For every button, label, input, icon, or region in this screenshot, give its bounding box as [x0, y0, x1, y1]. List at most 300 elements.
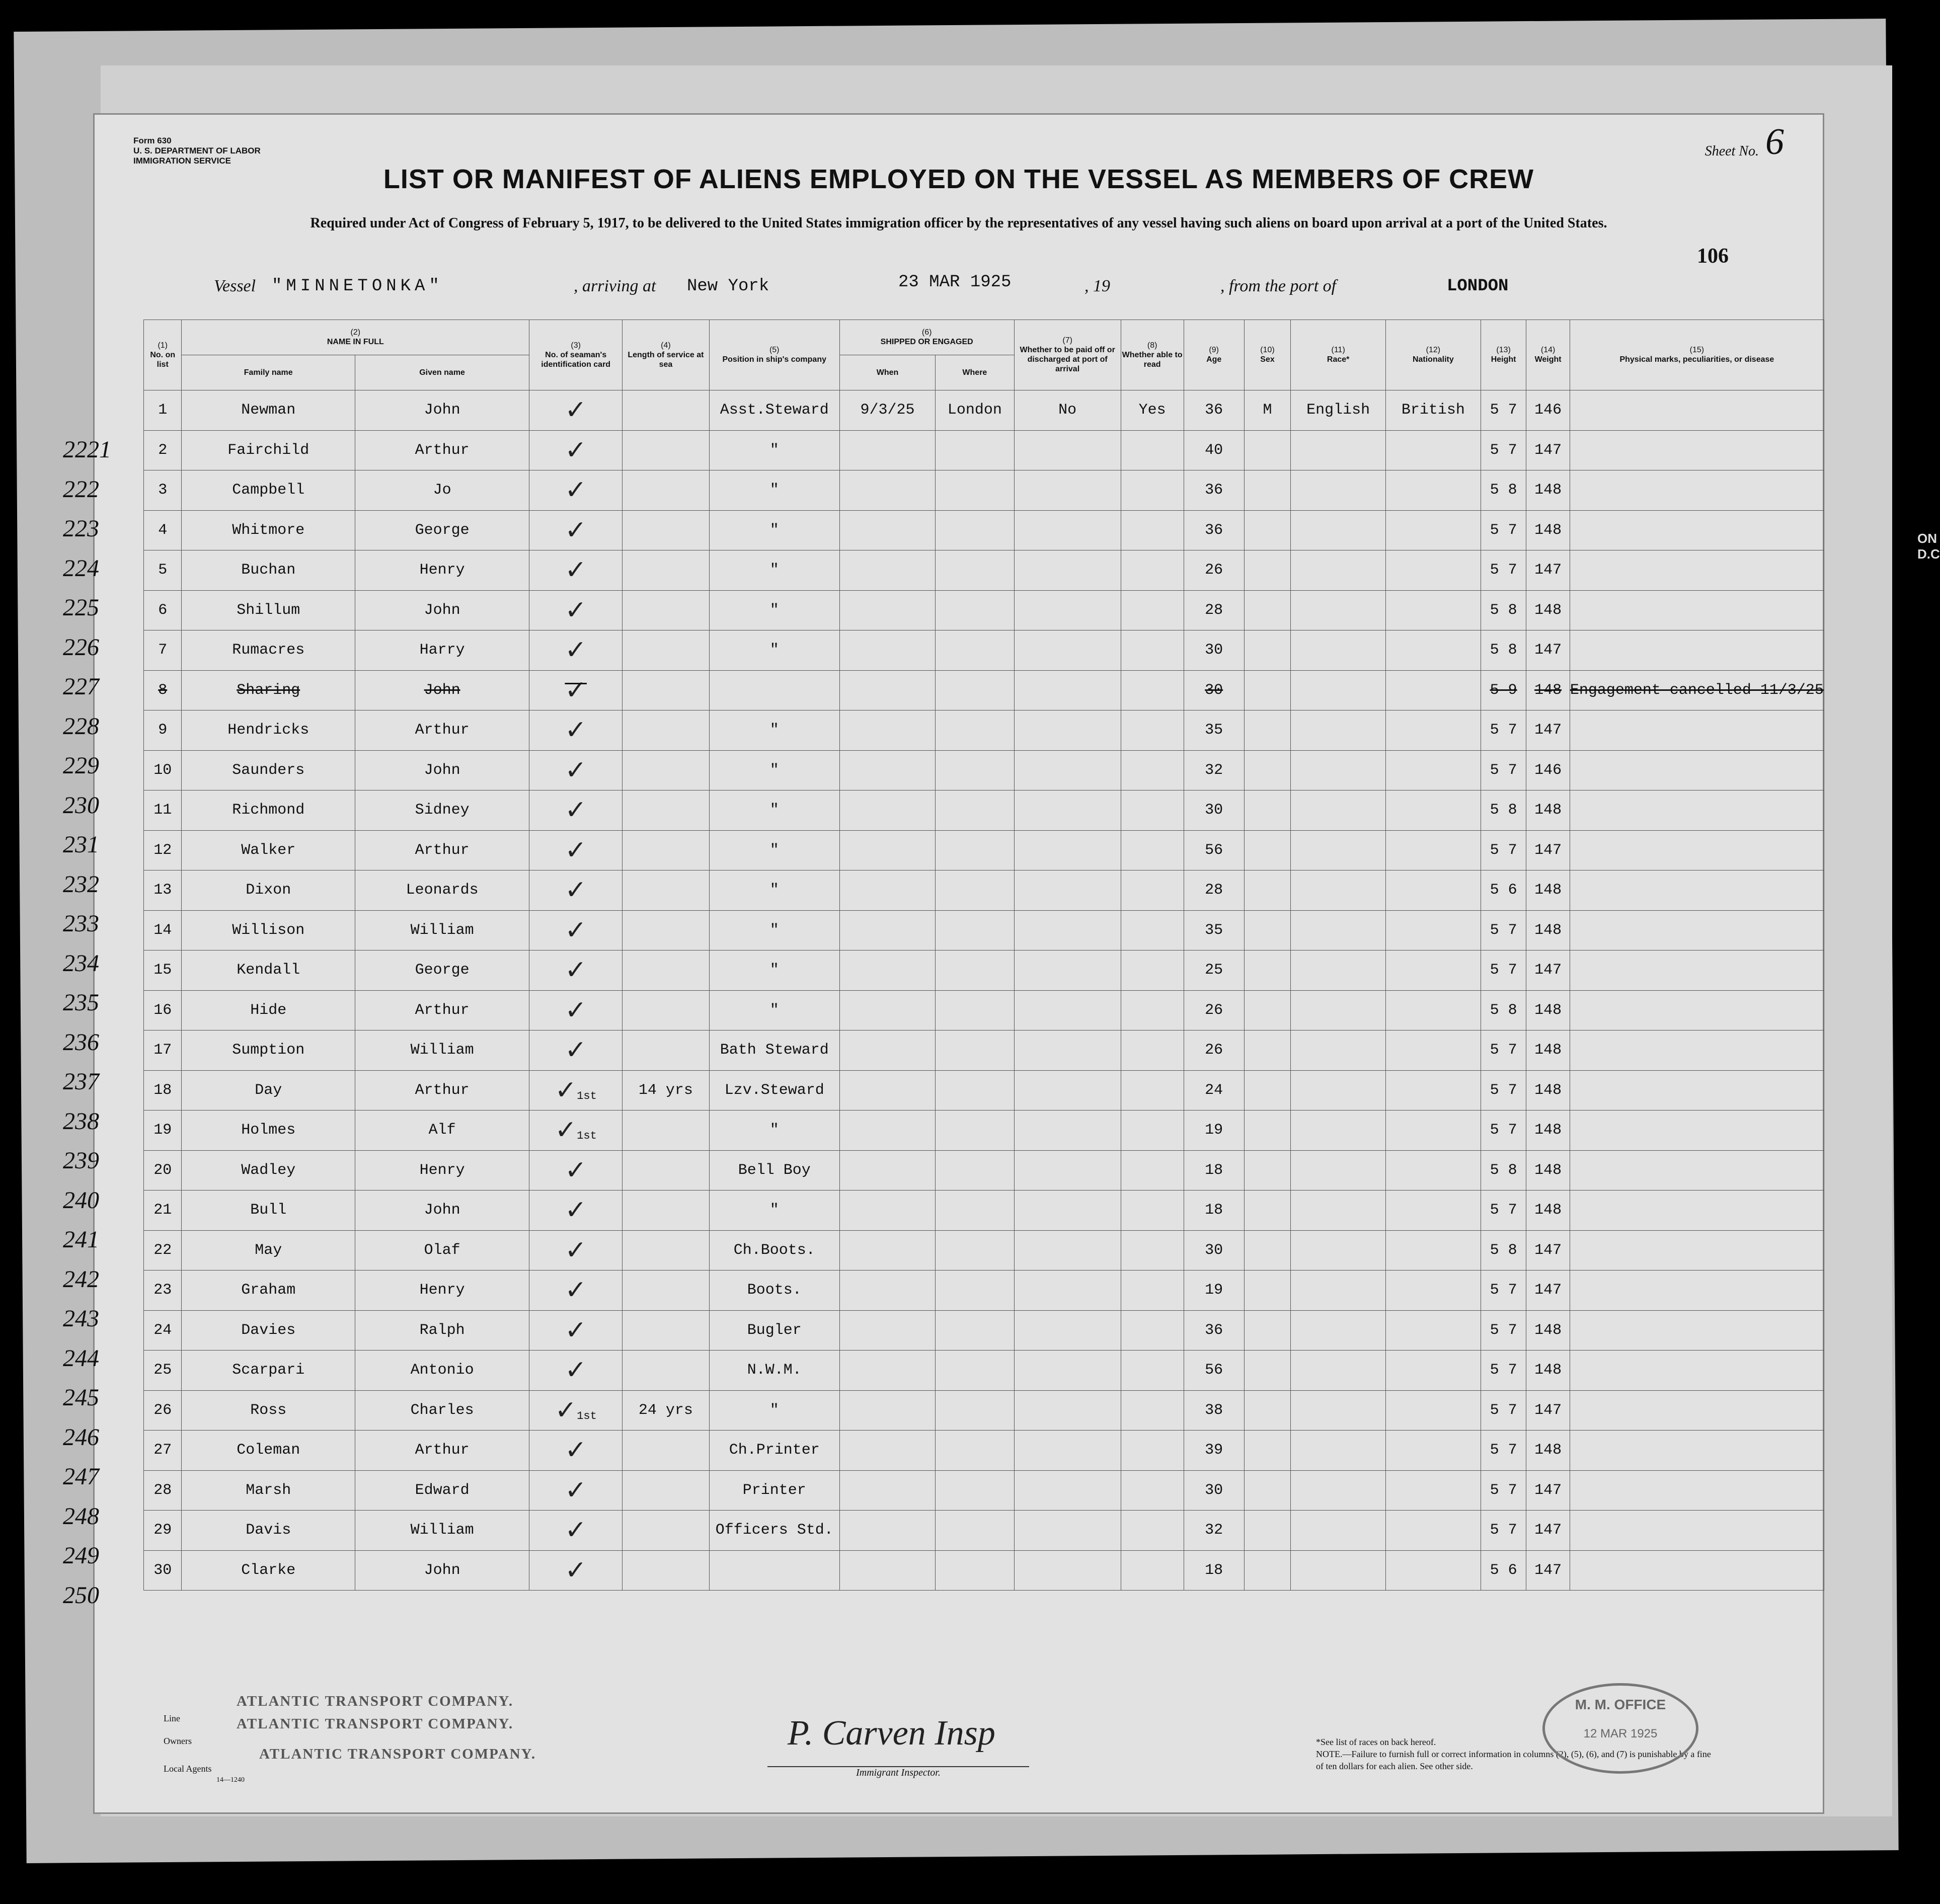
margin-number: 250: [63, 1581, 99, 1609]
row-number: 1: [144, 390, 182, 431]
check-icon: ✓: [565, 1555, 587, 1585]
service-length: [623, 1150, 709, 1191]
margin-number: 2221: [63, 436, 111, 463]
id-card: [529, 1351, 623, 1391]
height: 5 8: [1481, 470, 1526, 511]
col-no-header: (1) No. on list: [144, 320, 182, 390]
shipped-when: [839, 1351, 935, 1391]
note-penalty: NOTE.—Failure to furnish full or correct information in columns (2), (5), (6), and (7) is punishable by a fine of ten dollars for each alien. See other side.: [1316, 1749, 1711, 1771]
age: 26: [1184, 1030, 1244, 1071]
age: 56: [1184, 830, 1244, 870]
family-name: Davies: [182, 1310, 355, 1351]
shipped-when: [839, 430, 935, 470]
check-icon: ✓: [565, 1195, 587, 1226]
paid-off: [1014, 550, 1121, 591]
paid-off: [1014, 1351, 1121, 1391]
weight: 147: [1526, 950, 1570, 991]
position: ": [709, 630, 839, 671]
check-icon: ✓: [565, 1155, 587, 1185]
manifest-sheet: [93, 113, 1940, 1814]
able-to-read: [1121, 1271, 1184, 1311]
shipped-when: [839, 630, 935, 671]
id-card: [529, 710, 623, 751]
physical-marks: [1570, 1351, 1824, 1391]
position: Ch.Boots.: [709, 1230, 839, 1271]
family-name: May: [182, 1230, 355, 1271]
given-name: John: [355, 390, 529, 431]
height: 5 7: [1481, 950, 1526, 991]
family-name: Shillum: [182, 590, 355, 630]
service-length: [623, 390, 709, 431]
shipped-where: [936, 710, 1014, 751]
check-icon: ✓: [565, 475, 587, 506]
margin-number: 231: [63, 831, 99, 858]
family-name: Ross: [182, 1390, 355, 1431]
shipped-where: [936, 510, 1014, 550]
shipped-where: [936, 1310, 1014, 1351]
shipped-when: [839, 1431, 935, 1471]
family-name: Hide: [182, 990, 355, 1030]
able-to-read: [1121, 710, 1184, 751]
row-number: 3: [144, 470, 182, 511]
stamp-date: 12 MAR 1925: [1583, 1727, 1658, 1740]
paid-off: [1014, 1030, 1121, 1071]
service-length: [623, 1271, 709, 1311]
table-row: [144, 990, 1824, 1030]
physical-marks: [1570, 390, 1824, 431]
nationality: [1386, 1150, 1481, 1191]
position: ": [709, 910, 839, 950]
able-to-read: [1121, 1030, 1184, 1071]
able-to-read: [1121, 1191, 1184, 1231]
row-number: 12: [144, 830, 182, 870]
nationality: [1386, 790, 1481, 831]
shipped-when: [839, 1150, 935, 1191]
family-name: Clarke: [182, 1550, 355, 1591]
row-number: 5: [144, 550, 182, 591]
shipped-where: [936, 1030, 1014, 1071]
paid-off: [1014, 790, 1121, 831]
able-to-read: [1121, 550, 1184, 591]
page-title: LIST OR MANIFEST OF ALIENS EMPLOYED ON THE VESSEL AS MEMBERS OF CREW: [383, 164, 1534, 194]
given-name: John: [355, 670, 529, 710]
margin-number: 244: [63, 1344, 99, 1372]
given-name: Sidney: [355, 790, 529, 831]
paid-off: [1014, 1390, 1121, 1431]
race: [1291, 830, 1386, 870]
row-number: 26: [144, 1390, 182, 1431]
position: ": [709, 790, 839, 831]
col-when-header: When: [839, 355, 935, 390]
nationality: [1386, 750, 1481, 790]
sex: M: [1244, 390, 1291, 431]
margin-number: 246: [63, 1423, 99, 1451]
able-to-read: [1121, 910, 1184, 950]
col-marks-header: (15) Physical marks, peculiarities, or disease: [1570, 320, 1824, 390]
height: 5 7: [1481, 1271, 1526, 1311]
race: [1291, 910, 1386, 950]
position: Officers Std.: [709, 1511, 839, 1551]
able-to-read: [1121, 1550, 1184, 1591]
physical-marks: [1570, 1150, 1824, 1191]
service-length: [623, 710, 709, 751]
height: 5 7: [1481, 390, 1526, 431]
margin-number: 233: [63, 910, 99, 937]
margin-number: 243: [63, 1305, 99, 1332]
row-number: 21: [144, 1191, 182, 1231]
page-subtitle: Required under Act of Congress of February 5, 1917, to be delivered to the United States immigration officer by the representatives of any vessel having such aliens on board upon arrival at a port of the United States.: [310, 215, 1607, 231]
given-name: George: [355, 950, 529, 991]
check-icon: ✓: [565, 1515, 587, 1546]
shipped-when: [839, 470, 935, 511]
arriving-label: , arriving at: [574, 277, 656, 295]
race: [1291, 670, 1386, 710]
physical-marks: [1570, 1431, 1824, 1471]
position: ": [709, 470, 839, 511]
agents-label: Local Agents: [164, 1764, 212, 1774]
row-number: 9: [144, 710, 182, 751]
age: 30: [1184, 1230, 1244, 1271]
shipped-when: [839, 1070, 935, 1110]
paid-off: [1014, 670, 1121, 710]
shipped-when: [839, 1271, 935, 1311]
row-number: 7: [144, 630, 182, 671]
position: ": [709, 1110, 839, 1151]
crew-rows: [144, 390, 1824, 1591]
service-length: [623, 1191, 709, 1231]
id-card: [529, 1550, 623, 1591]
weight: 147: [1526, 630, 1570, 671]
col-paid-header: (7) Whether to be paid off or discharged at port of arrival: [1014, 320, 1121, 390]
table-row: [144, 630, 1824, 671]
sex: [1244, 1271, 1291, 1311]
service-length: [623, 1511, 709, 1551]
position: ": [709, 550, 839, 591]
race: [1291, 1191, 1386, 1231]
margin-number: 247: [63, 1463, 99, 1490]
id-card: [529, 510, 623, 550]
able-to-read: [1121, 670, 1184, 710]
shipped-where: [936, 1390, 1014, 1431]
age: 36: [1184, 1310, 1244, 1351]
height: 5 7: [1481, 1110, 1526, 1151]
id-card: [529, 550, 623, 591]
nationality: [1386, 630, 1481, 671]
able-to-read: Yes: [1121, 390, 1184, 431]
family-name: Richmond: [182, 790, 355, 831]
row-number: 24: [144, 1310, 182, 1351]
weight: 148: [1526, 790, 1570, 831]
sex: [1244, 1550, 1291, 1591]
margin-number: 240: [63, 1186, 99, 1214]
margin-number: 229: [63, 752, 99, 779]
race: [1291, 1030, 1386, 1071]
margin-number: 227: [63, 673, 99, 700]
given-name: John: [355, 590, 529, 630]
position: Lzv.Steward: [709, 1070, 839, 1110]
check-icon: ✓: [565, 1275, 587, 1306]
given-name: Henry: [355, 550, 529, 591]
row-number: 23: [144, 1271, 182, 1311]
race: [1291, 550, 1386, 591]
nationality: [1386, 1511, 1481, 1551]
family-name: Sumption: [182, 1030, 355, 1071]
check-icon: ✓: [565, 1035, 587, 1066]
check-icon: ✓: [565, 1475, 587, 1505]
shipped-where: [936, 630, 1014, 671]
family-name: Holmes: [182, 1110, 355, 1151]
sex: [1244, 1390, 1291, 1431]
col-service-header: (4) Length of service at sea: [623, 320, 709, 390]
physical-marks: [1570, 550, 1824, 591]
given-name: Harry: [355, 630, 529, 671]
nationality: [1386, 1470, 1481, 1511]
col-nationality-header: (12) Nationality: [1386, 320, 1481, 390]
check-icon: ✓: [565, 1315, 587, 1345]
id-card: ✓1st: [529, 1110, 623, 1151]
physical-marks: [1570, 1030, 1824, 1071]
col-card-header: (3) No. of seaman's identification card: [529, 320, 623, 390]
physical-marks: [1570, 1070, 1824, 1110]
shipped-where: [936, 1191, 1014, 1231]
row-number: 8: [144, 670, 182, 710]
paid-off: [1014, 750, 1121, 790]
weight: 147: [1526, 830, 1570, 870]
physical-marks: [1570, 1390, 1824, 1431]
department: U. S. DEPARTMENT OF LABOR: [133, 146, 261, 155]
age: 35: [1184, 910, 1244, 950]
margin-number: 232: [63, 870, 99, 898]
race: [1291, 1150, 1386, 1191]
check-icon: ✓: [565, 595, 587, 625]
nationality: [1386, 1230, 1481, 1271]
id-card: [529, 910, 623, 950]
paid-off: [1014, 710, 1121, 751]
family-name: Campbell: [182, 470, 355, 511]
position: ": [709, 430, 839, 470]
service-length: [623, 630, 709, 671]
physical-marks: [1570, 1310, 1824, 1351]
id-card: [529, 1191, 623, 1231]
sex: [1244, 1431, 1291, 1471]
height: 5 7: [1481, 1070, 1526, 1110]
weight: 148: [1526, 670, 1570, 710]
weight: 148: [1526, 1191, 1570, 1231]
vessel-line: [214, 273, 1724, 302]
nationality: [1386, 950, 1481, 991]
family-name: Kendall: [182, 950, 355, 991]
physical-marks: [1570, 1191, 1824, 1231]
check-icon: ✓: [565, 635, 587, 666]
sheet-no-value: 6: [1765, 121, 1784, 163]
weight: 148: [1526, 470, 1570, 511]
row-number: 11: [144, 790, 182, 831]
vessel-label: Vessel: [214, 277, 256, 295]
physical-marks: [1570, 470, 1824, 511]
check-icon: ✓: [565, 555, 587, 586]
shipped-where: [936, 1230, 1014, 1271]
check-icon: ✓: [565, 1435, 587, 1466]
form-reference: [133, 136, 261, 166]
shipped-where: [936, 1431, 1014, 1471]
table-row: [144, 1191, 1824, 1231]
service-length: [623, 870, 709, 911]
given-name: John: [355, 1550, 529, 1591]
physical-marks: [1570, 710, 1824, 751]
table-row: [144, 830, 1824, 870]
shipped-when: [839, 1191, 935, 1231]
family-name: Buchan: [182, 550, 355, 591]
year-label: , 19: [1084, 277, 1110, 295]
left-margin-numbers: [63, 436, 118, 1621]
race: [1291, 1390, 1386, 1431]
given-name: William: [355, 1511, 529, 1551]
sex: [1244, 910, 1291, 950]
family-name: Walker: [182, 830, 355, 870]
sex: [1244, 950, 1291, 991]
physical-marks: [1570, 910, 1824, 950]
weight: 148: [1526, 1030, 1570, 1071]
race: [1291, 870, 1386, 911]
margin-number: 236: [63, 1028, 99, 1056]
paid-off: [1014, 590, 1121, 630]
position: Bugler: [709, 1310, 839, 1351]
able-to-read: [1121, 990, 1184, 1030]
nationality: [1386, 430, 1481, 470]
race: [1291, 1271, 1386, 1311]
service-length: [623, 1030, 709, 1071]
family-name: Hendricks: [182, 710, 355, 751]
service-length: [623, 750, 709, 790]
row-number: 30: [144, 1550, 182, 1591]
position: ": [709, 510, 839, 550]
age: 40: [1184, 430, 1244, 470]
id-card: [529, 1511, 623, 1551]
able-to-read: [1121, 430, 1184, 470]
col-sex-header: (10) Sex: [1244, 320, 1291, 390]
shipped-when: [839, 1470, 935, 1511]
age: 36: [1184, 390, 1244, 431]
table-row: [144, 1030, 1824, 1071]
physical-marks: [1570, 510, 1824, 550]
paid-off: [1014, 870, 1121, 911]
able-to-read: [1121, 750, 1184, 790]
sex: [1244, 1511, 1291, 1551]
weight: 148: [1526, 1110, 1570, 1151]
shipped-where: [936, 670, 1014, 710]
shipped-when: [839, 1030, 935, 1071]
shipped-when: [839, 670, 935, 710]
id-card: [529, 390, 623, 431]
age: 28: [1184, 590, 1244, 630]
family-name: Coleman: [182, 1431, 355, 1471]
paid-off: [1014, 1271, 1121, 1311]
weight: 147: [1526, 1271, 1570, 1311]
crew-table: [143, 320, 1824, 1591]
shipped-when: [839, 1110, 935, 1151]
age: 56: [1184, 1351, 1244, 1391]
shipped-when: [839, 830, 935, 870]
paid-off: No: [1014, 390, 1121, 431]
race: [1291, 1351, 1386, 1391]
age: 30: [1184, 630, 1244, 671]
weight: 147: [1526, 1390, 1570, 1431]
race: [1291, 510, 1386, 550]
margin-number: 242: [63, 1265, 99, 1293]
col-read-header: (8) Whether able to read: [1121, 320, 1184, 390]
given-name: Antonio: [355, 1351, 529, 1391]
able-to-read: [1121, 1310, 1184, 1351]
sex: [1244, 590, 1291, 630]
physical-marks: [1570, 1511, 1824, 1551]
paid-off: [1014, 630, 1121, 671]
margin-number: 226: [63, 633, 99, 661]
table-row: [144, 430, 1824, 470]
weight: 148: [1526, 1310, 1570, 1351]
service-length: [623, 990, 709, 1030]
shipped-where: [936, 750, 1014, 790]
shipped-when: [839, 790, 935, 831]
race: [1291, 790, 1386, 831]
row-number: 19: [144, 1110, 182, 1151]
height: 5 6: [1481, 870, 1526, 911]
weight: 148: [1526, 510, 1570, 550]
margin-number: 245: [63, 1384, 99, 1411]
sex: [1244, 510, 1291, 550]
given-name: Charles: [355, 1390, 529, 1431]
shipped-when: [839, 910, 935, 950]
sex: [1244, 1230, 1291, 1271]
race: [1291, 1511, 1386, 1551]
weight: 146: [1526, 390, 1570, 431]
shipped-where: [936, 1271, 1014, 1311]
col-name-header: (2) NAME IN FULL: [182, 320, 529, 355]
race: [1291, 470, 1386, 511]
service-length: [623, 1470, 709, 1511]
service-length: [623, 1550, 709, 1591]
check-icon: ✓: [565, 675, 587, 705]
paid-off: [1014, 1310, 1121, 1351]
row-number: 17: [144, 1030, 182, 1071]
table-row: [144, 1150, 1824, 1191]
physical-marks: [1570, 830, 1824, 870]
height: 5 7: [1481, 1511, 1526, 1551]
shipped-when: [839, 1390, 935, 1431]
physical-marks: [1570, 1230, 1824, 1271]
sex: [1244, 1310, 1291, 1351]
position: Bath Steward: [709, 1030, 839, 1071]
sex: [1244, 830, 1291, 870]
sex: [1244, 430, 1291, 470]
edge-text: ON D.C: [1917, 531, 1940, 562]
able-to-read: [1121, 1431, 1184, 1471]
position: ": [709, 1191, 839, 1231]
position: ": [709, 1390, 839, 1431]
physical-marks: [1570, 1110, 1824, 1151]
shipped-where: [936, 1070, 1014, 1110]
shipped-where: [936, 990, 1014, 1030]
shipped-when: 9/3/25: [839, 390, 935, 431]
margin-number: 234: [63, 949, 99, 977]
note-races: *See list of races on back hereof.: [1316, 1737, 1436, 1747]
margin-number: 224: [63, 554, 99, 582]
physical-marks: [1570, 630, 1824, 671]
margin-number: 222: [63, 475, 99, 503]
service-length: [623, 790, 709, 831]
id-card: [529, 950, 623, 991]
shipped-when: [839, 1310, 935, 1351]
sex: [1244, 470, 1291, 511]
